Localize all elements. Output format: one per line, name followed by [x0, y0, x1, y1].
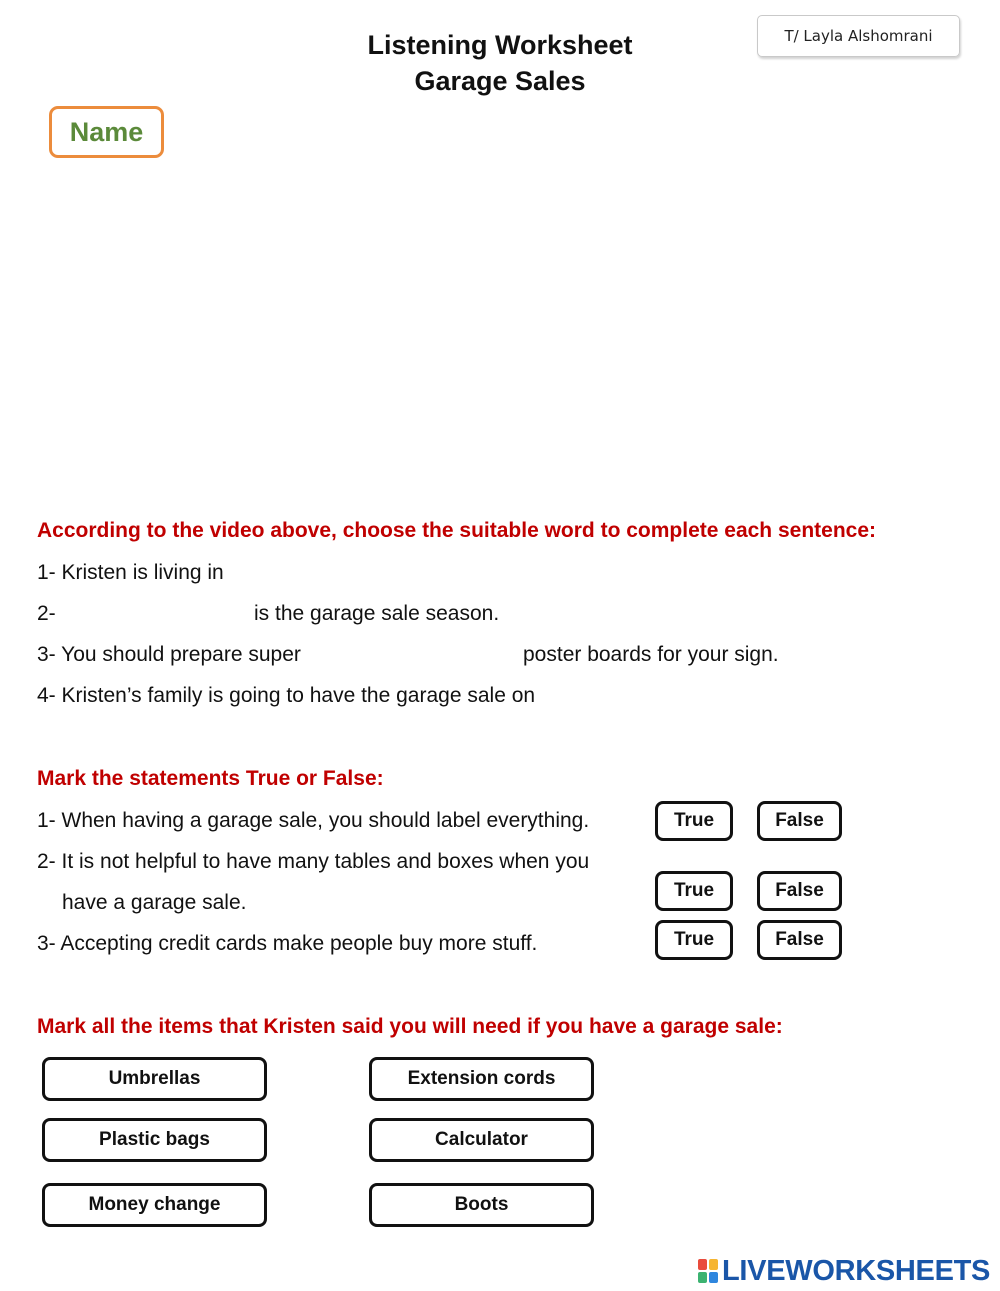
statement-3: 3- Accepting credit cards make people buy more stuff.: [37, 932, 538, 955]
sentence-2-text: is the garage sale season.: [254, 602, 500, 625]
section-heading-complete: According to the video above, choose the suitable word to complete each sentence:: [37, 519, 877, 542]
video-area[interactable]: [37, 175, 963, 495]
teacher-label: T/ Layla Alshomrani: [757, 15, 960, 57]
sentence-1-text: 1- Kristen is living in: [37, 561, 224, 584]
item-boots-button[interactable]: Boots: [369, 1183, 594, 1227]
item-extension-cords-button[interactable]: Extension cords: [369, 1057, 594, 1101]
sentence-1-answer[interactable]: [248, 558, 492, 590]
section-heading-items: Mark all the items that Kristen said you will need if you have a garage sale:: [37, 1015, 783, 1038]
logo-square-3: [698, 1272, 707, 1283]
statement-2-line1: 2- It is not helpful to have many tables and boxes when you: [37, 850, 590, 873]
item-umbrellas-button[interactable]: Umbrellas: [42, 1057, 267, 1101]
logo-square-2: [709, 1259, 718, 1270]
worksheet-title: Listening Worksheet: [367, 30, 633, 60]
liveworksheets-logo-icon: [697, 1258, 719, 1284]
sentence-3-answer[interactable]: [332, 640, 521, 672]
worksheet-subtitle: Garage Sales: [414, 66, 586, 96]
statement-1-false-button[interactable]: False: [757, 801, 842, 841]
sentence-2-prefix: 2-: [37, 602, 56, 625]
sentence-4-answer[interactable]: [585, 681, 829, 713]
item-calculator-button[interactable]: Calculator: [369, 1118, 594, 1162]
statement-2-line2: have a garage sale.: [62, 891, 247, 914]
liveworksheets-logo[interactable]: [697, 1256, 990, 1286]
sentence-3-suffix: poster boards for your sign.: [523, 643, 779, 666]
sentence-3-text: 3- You should prepare super: [37, 643, 301, 666]
statement-3-true-button[interactable]: True: [655, 920, 733, 960]
logo-square-1: [698, 1259, 707, 1270]
name-label: Name: [49, 106, 164, 158]
section-heading-true-false: Mark the statements True or False:: [37, 767, 384, 790]
statement-3-false-button[interactable]: False: [757, 920, 842, 960]
sentence-2-answer[interactable]: [62, 599, 251, 631]
item-plastic-bags-button[interactable]: Plastic bags: [42, 1118, 267, 1162]
statement-1-true-button[interactable]: True: [655, 801, 733, 841]
sentence-4-text: 4- Kristen’s family is going to have the garage sale on: [37, 684, 536, 707]
liveworksheets-logo-text: LIVEWORKSHEETS: [722, 1254, 991, 1287]
statement-2-true-button[interactable]: True: [655, 871, 733, 911]
item-money-change-button[interactable]: Money change: [42, 1183, 267, 1227]
statement-1: 1- When having a garage sale, you should label everything.: [37, 809, 590, 832]
logo-square-4: [709, 1272, 718, 1283]
statement-2-false-button[interactable]: False: [757, 871, 842, 911]
